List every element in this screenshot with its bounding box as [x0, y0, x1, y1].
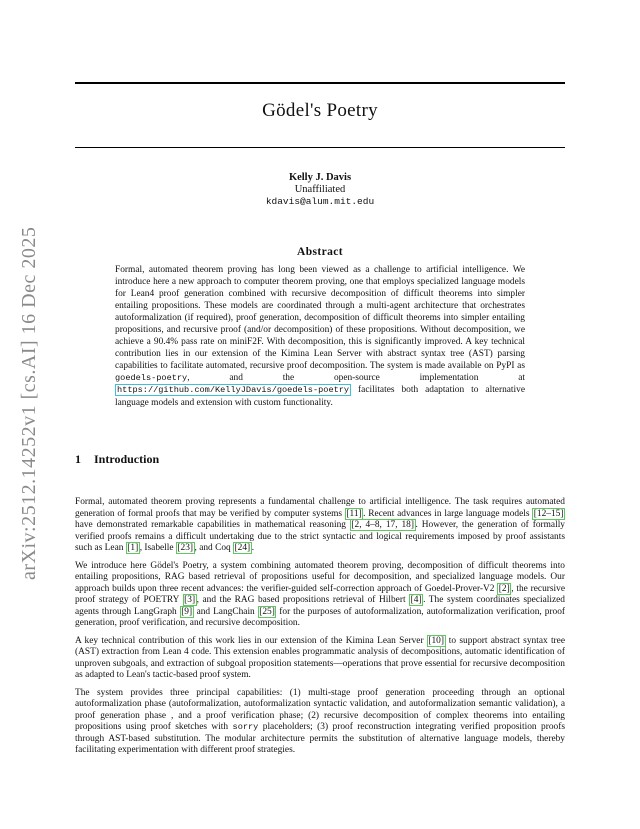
repo-link[interactable]: https://github.com/KellyJDavis/goedels-poetry — [117, 385, 350, 396]
text-run: , the recursive proof strategy of POETRY — [75, 583, 565, 605]
citation-link[interactable]: [25] — [259, 606, 275, 617]
text-run: The system provides three principal capabilities: (1) multi-stage proof generation proceeding through an optional autoformalization phase (autoformalization, autoformalization syntactic validation, and autoformalization semantic validation), a proof generation phase , and a proof verification phase; (2) recursive decomposition of complex theorems into entailing propositions using proof sketches with — [75, 687, 565, 732]
text-run: for the purposes of autoformalization, autoformalization verification, proof generation, proof verification, and recursive decomposition. — [75, 606, 565, 628]
abstract-heading: Abstract — [297, 246, 343, 258]
citation-link[interactable]: [3] — [184, 595, 196, 605]
text-run: . — [251, 543, 255, 553]
text-run: , and Coq — [194, 543, 234, 553]
inline-code: sorry — [232, 722, 259, 732]
section-number: 1 — [75, 452, 81, 466]
text-run: . Recent advances in large language models — [363, 508, 533, 519]
text-run: We introduce here Gödel's Poetry, a system combining automated theorem proving, decomposition of difficult theorems into entailing propositions, RAG based retrieval of propositions useful for decomposition, and specialized language models. Our approach builds upon three recent advances: the verifier-guided self-correction approach of Goedel-Prover-V2 — [75, 560, 565, 594]
citation-link[interactable]: [9] — [181, 606, 193, 617]
citation-link[interactable]: [11] — [346, 508, 362, 519]
author-block — [75, 172, 565, 208]
abstract-text-2: , and the open-source implementation at — [187, 373, 525, 384]
title-rule-top — [75, 82, 565, 84]
paragraph — [75, 497, 565, 555]
text-run: and LangChain — [193, 606, 258, 617]
abstract-text-1: Formal, automated theorem proving has long been viewed as a challenge to artificial intelligence. We introduce here a new approach to computer theorem proving, one that employs specialized language models for Lean4 proof generation combined with recursive decomposition of difficult theorems into simpler entailing propositions. These models are coordinated through a multi-agent architecture that orchestrates autoformalization (if required), proof generation, decomposition of difficult theorems into simpler entailing propositions, and recursive proof (and/or decomposition) of these propositions. Without decomposition, we achieve a 90.4% pass rate on miniF2F. With decomposition, this is significantly improved. A key technical contribution lies in our extension of the Kimina Lean Server with abstract syntax tree (AST) parsing capabilities to facilitate automated, recursive proof decomposition. The system is made available on PyPI as — [115, 265, 525, 372]
text-run: . However, the generation of formally verified proofs remains a difficult undertaking due to the strict syntactic and logical requirements imposed by proof assistants such as Lean — [75, 520, 565, 553]
citation-link[interactable]: [12–15] — [533, 508, 564, 519]
citation-link[interactable]: [4] — [410, 595, 422, 605]
paragraph — [75, 688, 565, 757]
arxiv-stamp: arXiv:2512.14252v1 [cs.AI] 16 Dec 2025 — [18, 226, 40, 580]
citation-link[interactable]: [23] — [177, 543, 194, 553]
text-run: placeholders; (3) proof reconstruction integrating verified proposition proofs through AST-based substitution. The modular architecture permits the substitution of alternative language models, thereby facilitating experimentation with different proof strategies. — [75, 722, 565, 755]
section-title: Introduction — [94, 452, 160, 466]
citation-link[interactable]: [24] — [234, 543, 251, 553]
title-rule-bottom — [75, 147, 565, 148]
text-run: , Isabelle — [139, 543, 176, 553]
text-run: Formal, automated theorem proving represents a fundamental challenge to artificial intelligence. The task requires automated generation of formal proofs that may be verified by computer systems — [75, 497, 565, 519]
paragraph — [75, 636, 565, 682]
text-run: , and the RAG based propositions retrieval of Hilbert — [196, 595, 410, 605]
package-name: goedels-poetry — [115, 373, 188, 384]
abstract-text-3: facilitates both adaptation to alternative language models and extension with custom functionality. — [115, 385, 525, 408]
paper-title: Gödel's Poetry — [262, 100, 378, 121]
text-run: . The system coordinates specialized agents through LangGraph — [75, 595, 565, 617]
paragraph — [75, 561, 565, 630]
author-email[interactable]: kdavis@alum.mit.edu — [265, 196, 375, 207]
text-run: A key technical contribution of this work lies in our extension of the Kimina Lean Server — [75, 635, 427, 646]
text-run: to support abstract syntax tree (AST) extraction from Lean 4 code. This extension enables programmatic analysis of decompositions, automatic identification of unproven subgoals, and extraction of subgoal proposition statements—operations that prove essential for recursive decomposition as adapted to Lean's tactic-based proof system. — [75, 635, 565, 680]
abstract-text — [115, 264, 525, 409]
author-affiliation: Unaffiliated — [294, 184, 346, 195]
section-heading — [75, 452, 159, 467]
text-run: have demonstrated remarkable capabilities in mathematical reasoning — [75, 520, 350, 530]
citation-link[interactable]: [1] — [127, 543, 139, 553]
author-name: Kelly J. Davis — [288, 172, 352, 183]
citation-link[interactable]: [2, 4–8, 17, 18] — [351, 520, 414, 530]
citation-link[interactable]: [2] — [498, 583, 510, 594]
citation-link[interactable]: [10] — [428, 635, 444, 646]
section-body — [75, 497, 565, 763]
